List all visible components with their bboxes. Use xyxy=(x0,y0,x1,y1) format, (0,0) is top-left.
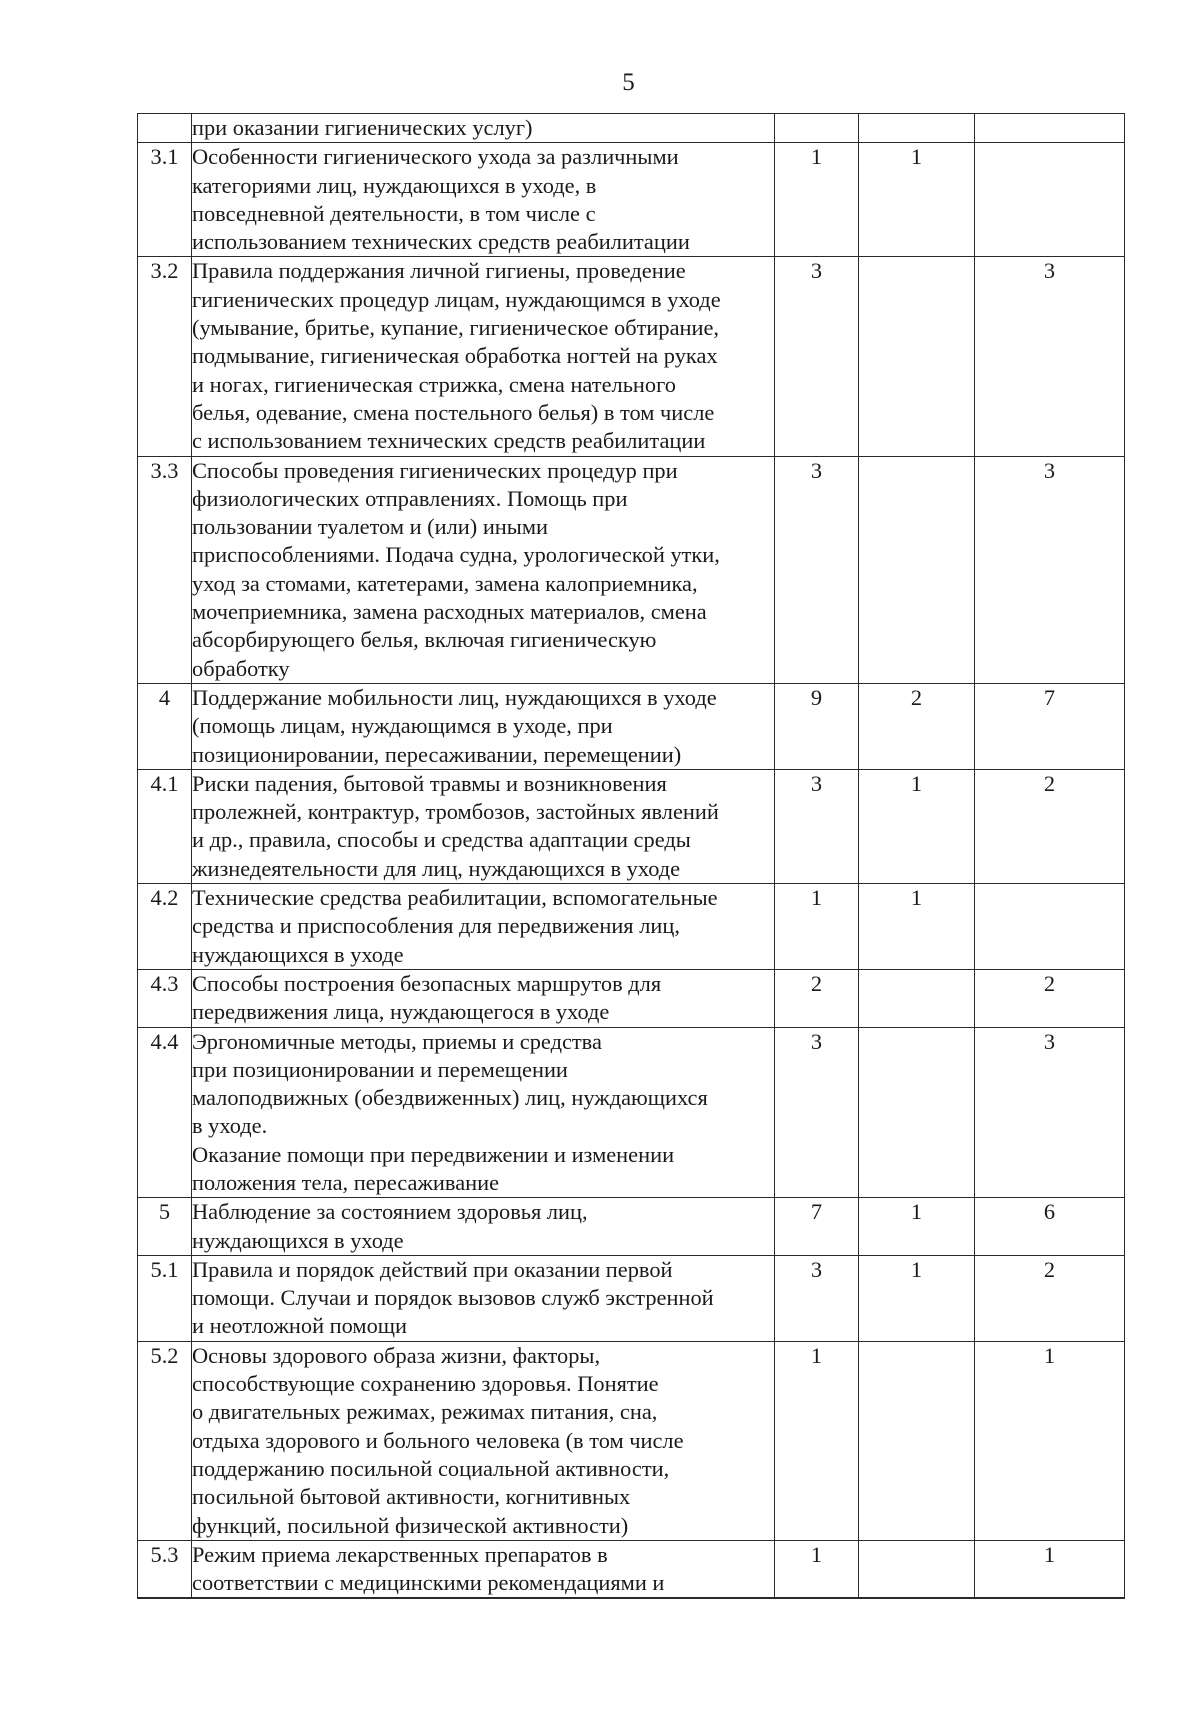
row-number: 5.2 xyxy=(138,1341,192,1540)
row-total-hours: 3 xyxy=(775,1255,859,1341)
row-theory-hours: 2 xyxy=(859,683,975,769)
row-total-hours: 3 xyxy=(775,1027,859,1198)
row-practice-hours: 3 xyxy=(975,1027,1125,1198)
row-topic: Эргономичные методы, приемы и средства при позиционировании и перемещении малоподвижных (обездвиженных) лиц, нуждающихся в уходе. Оказание помощи при передвижении и изменении положения тела, пересаживание xyxy=(192,1027,775,1198)
row-number: 5.1 xyxy=(138,1255,192,1341)
table-row xyxy=(138,257,1125,456)
row-total-hours: 1 xyxy=(775,1341,859,1540)
row-practice-hours: 1 xyxy=(975,1540,1125,1598)
row-topic: Особенности гигиенического ухода за различными категориями лиц, нуждающихся в уходе, в повседневной деятельности, в том числе с использованием технических средств реабилитации xyxy=(192,143,775,257)
row-theory-hours xyxy=(859,1027,975,1198)
row-topic: Поддержание мобильности лиц, нуждающихся в уходе (помощь лицам, нуждающимся в уходе, при позиционировании, пересаживании, перемещении) xyxy=(192,683,775,769)
row-number: 4 xyxy=(138,683,192,769)
table-row xyxy=(138,884,1125,970)
row-theory-hours: 1 xyxy=(859,143,975,257)
row-number: 4.3 xyxy=(138,969,192,1027)
row-theory-hours xyxy=(859,969,975,1027)
row-number: 4.2 xyxy=(138,884,192,970)
row-topic: Технические средства реабилитации, вспомогательные средства и приспособления для передвижения лиц, нуждающихся в уходе xyxy=(192,884,775,970)
table-row xyxy=(138,1198,1125,1256)
row-practice-hours: 7 xyxy=(975,683,1125,769)
row-number: 4.4 xyxy=(138,1027,192,1198)
row-practice-hours: 3 xyxy=(975,456,1125,683)
row-practice-hours: 2 xyxy=(975,769,1125,883)
row-theory-hours: 1 xyxy=(859,1255,975,1341)
row-practice-hours: 2 xyxy=(975,1255,1125,1341)
table-row xyxy=(138,1255,1125,1341)
row-practice-hours xyxy=(975,114,1125,143)
row-total-hours xyxy=(775,1598,859,1599)
page-number: 5 xyxy=(622,69,635,96)
row-total-hours: 3 xyxy=(775,769,859,883)
row-theory-hours xyxy=(859,257,975,456)
row-total-hours: 7 xyxy=(775,1198,859,1256)
table-row xyxy=(138,769,1125,883)
row-topic: Правила поддержания личной гигиены, проведение гигиенических процедур лицам, нуждающимся в уходе (умывание, бритье, купание, гигиеническое обтирание, подмывание, гигиеническая обработка ногтей на руках и ногах, гигиеническая стрижка, смена нательного белья, одевание, смена постельного белья) в том числе с использованием технических средств реабилитации xyxy=(192,257,775,456)
row-number: 4.1 xyxy=(138,769,192,883)
table-row xyxy=(138,1341,1125,1540)
row-number: 3.2 xyxy=(138,257,192,456)
row-topic: Правила и порядок действий при оказании первой помощи. Случаи и порядок вызовов служб экстренной и неотложной помощи xyxy=(192,1255,775,1341)
row-practice-hours xyxy=(975,143,1125,257)
row-number: 3.3 xyxy=(138,456,192,683)
row-total-hours: 1 xyxy=(775,1540,859,1598)
row-topic: Риски падения, бытовой травмы и возникновения пролежней, контрактур, тромбозов, застойных явлений и др., правила, способы и средства адаптации среды жизнедеятельности для лиц, нуждающихся в уходе xyxy=(192,769,775,883)
table-row xyxy=(138,969,1125,1027)
row-theory-hours: 1 xyxy=(859,769,975,883)
row-total-hours: 2 xyxy=(775,969,859,1027)
row-number: 3.1 xyxy=(138,143,192,257)
row-theory-hours xyxy=(859,456,975,683)
curriculum-table xyxy=(137,113,1125,1599)
row-topic: Режим приема лекарственных препаратов в соответствии с медицинскими рекомендациями и xyxy=(192,1540,775,1598)
row-number: 5.3 xyxy=(138,1540,192,1598)
row-topic: Способы проведения гигиенических процедур при физиологических отправлениях. Помощь при пользовании туалетом и (или) иными приспособлениями. Подача судна, урологической утки, уход за стомами, катетерами, замена калоприемника, мочеприемника, замена расходных материалов, смена абсорбирующего белья, включая гигиеническую обработку xyxy=(192,456,775,683)
table-row xyxy=(138,114,1125,143)
row-total-hours: 3 xyxy=(775,456,859,683)
row-total-hours: 1 xyxy=(775,884,859,970)
row-number: 5 xyxy=(138,1198,192,1256)
row-topic: Наблюдение за состоянием здоровья лиц, нуждающихся в уходе xyxy=(192,1198,775,1256)
table-row xyxy=(138,456,1125,683)
row-total-hours: 9 xyxy=(775,683,859,769)
table-row xyxy=(138,143,1125,257)
row-total-hours: 3 xyxy=(775,257,859,456)
row-theory-hours xyxy=(859,114,975,143)
row-topic: Основы здорового образа жизни, факторы, способствующие сохранению здоровья. Понятие о двигательных режимах, режимах питания, сна, отдыха здорового и больного человека (в том числе поддержанию посильной социальной активности, посильной бытовой активности, когнитивных функций, посильной физической активности) xyxy=(192,1341,775,1540)
row-topic: Способы построения безопасных маршрутов для передвижения лица, нуждающегося в уходе xyxy=(192,969,775,1027)
row-theory-hours xyxy=(859,1341,975,1540)
row-practice-hours xyxy=(975,1598,1125,1599)
row-theory-hours xyxy=(859,1540,975,1598)
row-theory-hours xyxy=(859,1598,975,1599)
row-topic xyxy=(192,1598,775,1599)
row-practice-hours: 1 xyxy=(975,1341,1125,1540)
row-practice-hours xyxy=(975,884,1125,970)
row-practice-hours: 6 xyxy=(975,1198,1125,1256)
row-theory-hours: 1 xyxy=(859,884,975,970)
row-theory-hours: 1 xyxy=(859,1198,975,1256)
row-total-hours: 1 xyxy=(775,143,859,257)
table-row xyxy=(138,683,1125,769)
row-topic: при оказании гигиенических услуг) xyxy=(192,114,775,143)
row-number xyxy=(138,1598,192,1599)
table-row xyxy=(138,1540,1125,1598)
row-practice-hours: 2 xyxy=(975,969,1125,1027)
table-row xyxy=(138,1027,1125,1198)
row-number xyxy=(138,114,192,143)
row-total-hours xyxy=(775,114,859,143)
row-practice-hours: 3 xyxy=(975,257,1125,456)
table-row xyxy=(138,1598,1125,1599)
